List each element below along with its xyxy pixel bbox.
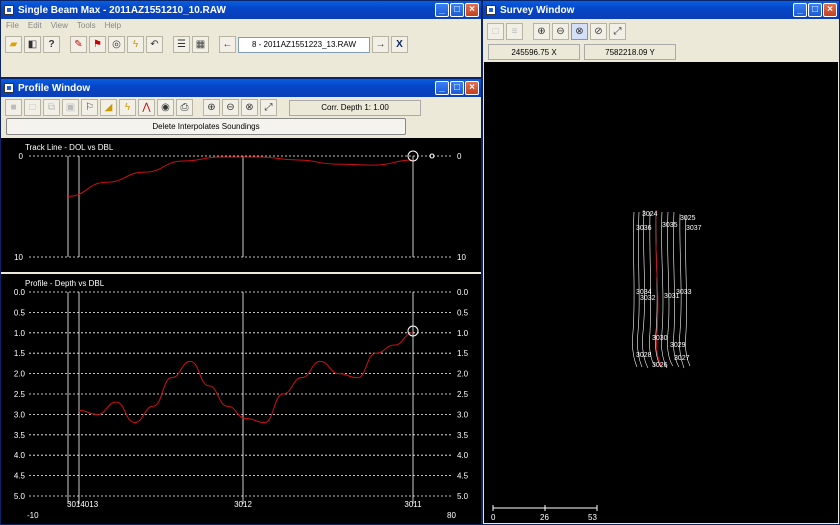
camera-icon[interactable]: ◉ <box>157 99 174 116</box>
zoom-in-icon[interactable]: ⊕ <box>203 99 220 116</box>
depth-y-tick-right: 3.0 <box>457 410 469 420</box>
depth-y-tick-right: 1.0 <box>457 328 469 338</box>
survey-maximize-button[interactable]: □ <box>808 3 822 17</box>
depth-plot-title: Profile - Depth vs DBL <box>25 279 105 288</box>
depth-y-tick-left: 0.0 <box>13 288 25 297</box>
survey-zoom-extent-icon[interactable]: ⤢ <box>609 23 626 40</box>
zoom-out-icon[interactable]: ⊖ <box>222 99 239 116</box>
depth-profile-plot[interactable] <box>1 274 481 524</box>
survey-toolbar <box>483 19 839 42</box>
file-selector-field[interactable]: 8 - 2011AZ1551223_13.RAW <box>238 37 370 53</box>
maximize-button[interactable]: □ <box>450 3 464 17</box>
survey-zoom-previous-icon[interactable]: ⊘ <box>590 23 607 40</box>
survey-map[interactable] <box>484 62 838 523</box>
filter-icon[interactable]: ⚑ <box>89 36 106 53</box>
profile-title: Profile Window <box>18 82 91 94</box>
arrow-right-icon[interactable]: → <box>372 36 389 53</box>
copy-icon[interactable]: ⧉ <box>43 99 60 116</box>
profile-window-icon <box>4 83 14 93</box>
main-title: Single Beam Max - 2011AZ1551210_10.RAW <box>18 4 226 16</box>
menu-view[interactable]: View <box>50 21 68 30</box>
survey-label: 3032 <box>640 295 656 302</box>
depth-y-tick-left: 5.0 <box>13 492 25 501</box>
depth-y-tick-right: 3.5 <box>457 430 469 440</box>
menu-edit[interactable]: Edit <box>27 21 42 30</box>
survey-list-icon[interactable]: ≡ <box>506 23 523 40</box>
track-y-bottom-right: 10 <box>457 253 466 262</box>
square-icon[interactable]: □ <box>24 99 41 116</box>
depth-y-tick-right: 5.0 <box>457 492 469 501</box>
scale-label-26: 26 <box>540 513 549 522</box>
close-button[interactable]: × <box>465 3 479 17</box>
depth-y-tick-right: 0.5 <box>457 308 469 318</box>
depth-y-tick-left: 4.0 <box>13 451 25 461</box>
depth-y-tick-left: 4.5 <box>13 471 25 481</box>
x-label-3011: 3011 <box>404 500 422 509</box>
stop-icon[interactable]: ■ <box>5 99 22 116</box>
x-label-3014013: 3014013 <box>67 500 99 509</box>
track-line-plot[interactable] <box>1 138 481 272</box>
depth-y-tick-left: 1.5 <box>13 349 25 359</box>
main-toolbar <box>1 32 481 55</box>
survey-label: 3027 <box>674 355 690 362</box>
survey-label: 3028 <box>636 352 652 359</box>
y-coordinate-field: 7582218.09 Y <box>584 44 676 60</box>
x-min-label: -10 <box>27 511 39 520</box>
lightning-icon[interactable]: ϟ <box>127 36 144 53</box>
list-icon[interactable]: ☰ <box>173 36 190 53</box>
survey-label: 3037 <box>686 225 702 232</box>
main-title-bar[interactable] <box>1 1 481 19</box>
survey-label: 3034 <box>636 289 652 296</box>
x-max-label: 80 <box>447 511 456 520</box>
database-icon[interactable]: ◧ <box>24 36 41 53</box>
printer-icon[interactable]: ⎙ <box>176 99 193 116</box>
scale-label-53: 53 <box>588 513 597 522</box>
depth-y-tick-left: 1.0 <box>13 328 25 338</box>
depth-y-tick-right: 2.5 <box>457 390 469 399</box>
depth-y-tick-left: 0.5 <box>13 308 25 318</box>
menu-file[interactable]: File <box>6 21 19 30</box>
survey-close-button[interactable]: × <box>823 3 837 17</box>
zoom-window-icon[interactable]: ⊗ <box>241 99 258 116</box>
x-label-3012: 3012 <box>234 500 252 509</box>
survey-title-bar[interactable] <box>483 1 839 19</box>
app-icon <box>4 5 14 15</box>
survey-label: 3029 <box>670 342 686 349</box>
survey-frame-icon[interactable]: □ <box>487 23 504 40</box>
flag-icon[interactable]: ⚐ <box>81 99 98 116</box>
survey-label: 3026 <box>652 362 668 369</box>
profile-maximize-button[interactable]: □ <box>450 81 464 95</box>
depth-y-tick-right: 4.5 <box>457 471 469 481</box>
binoculars-icon[interactable]: ◎ <box>108 36 125 53</box>
minimize-button[interactable]: _ <box>435 3 449 17</box>
corr-depth-field: Corr. Depth 1: 1.00 <box>289 100 421 116</box>
survey-label: 3033 <box>676 289 692 296</box>
depth-y-tick-left: 3.5 <box>13 430 25 440</box>
track-y-bottom-left: 10 <box>14 253 23 262</box>
survey-zoom-out-icon[interactable]: ⊖ <box>552 23 569 40</box>
profile-close-button[interactable]: × <box>465 81 479 95</box>
arrow-left-icon[interactable]: ← <box>219 36 236 53</box>
menu-tools[interactable]: Tools <box>76 21 96 30</box>
undo-icon[interactable]: ↶ <box>146 36 163 53</box>
zoom-extent-icon[interactable]: ⤢ <box>260 99 277 116</box>
menu-help[interactable]: Help <box>104 21 122 30</box>
x-coordinate-field: 245596.75 X <box>488 44 580 60</box>
track-y-top-left: 0 <box>18 152 23 161</box>
depth-y-tick-right: 2.0 <box>457 369 469 379</box>
palette-icon[interactable]: ▦ <box>192 36 209 53</box>
profile-toolbar <box>1 97 481 118</box>
track-plot-title: Track Line - DOL vs DBL <box>25 143 114 152</box>
eraser-icon[interactable]: ◢ <box>100 99 117 116</box>
scale-label-0: 0 <box>491 513 496 522</box>
survey-label: 3024 <box>642 211 658 218</box>
lightning-icon[interactable]: ϟ <box>119 99 136 116</box>
survey-label: 3030 <box>652 335 668 342</box>
delete-interpolates-button[interactable]: Delete Interpolates Soundings <box>6 118 406 135</box>
survey-zoom-in-icon[interactable]: ⊕ <box>533 23 550 40</box>
survey-label: 3036 <box>636 225 652 232</box>
help-icon[interactable]: ? <box>43 36 60 53</box>
survey-label: 3025 <box>680 215 696 222</box>
menu-bar <box>1 19 481 32</box>
cancel-x-icon[interactable]: X <box>391 36 408 53</box>
depth-y-tick-right: 1.5 <box>457 349 469 359</box>
edit-tool-icon[interactable]: ✎ <box>70 36 87 53</box>
profile-minimize-button[interactable]: _ <box>435 81 449 95</box>
survey-window-icon <box>486 5 496 15</box>
survey-label: 3035 <box>662 222 678 229</box>
depth-y-tick-left: 3.0 <box>13 410 25 420</box>
depth-y-tick-left: 2.5 <box>13 390 25 399</box>
track-y-top-right: 0 <box>457 152 462 161</box>
frame-icon[interactable]: ▣ <box>62 99 79 116</box>
main-window <box>0 0 482 78</box>
depth-y-tick-right: 4.0 <box>457 451 469 461</box>
spike-icon[interactable]: ⋀ <box>138 99 155 116</box>
profile-title-bar[interactable] <box>1 79 481 97</box>
survey-label: 3031 <box>664 293 680 300</box>
survey-minimize-button[interactable]: _ <box>793 3 807 17</box>
survey-title: Survey Window <box>500 4 575 16</box>
depth-y-tick-right: 0.0 <box>457 288 469 297</box>
survey-zoom-window-icon[interactable]: ⊗ <box>571 23 588 40</box>
open-folder-icon[interactable]: ▰ <box>5 36 22 53</box>
depth-y-tick-left: 2.0 <box>13 369 25 379</box>
